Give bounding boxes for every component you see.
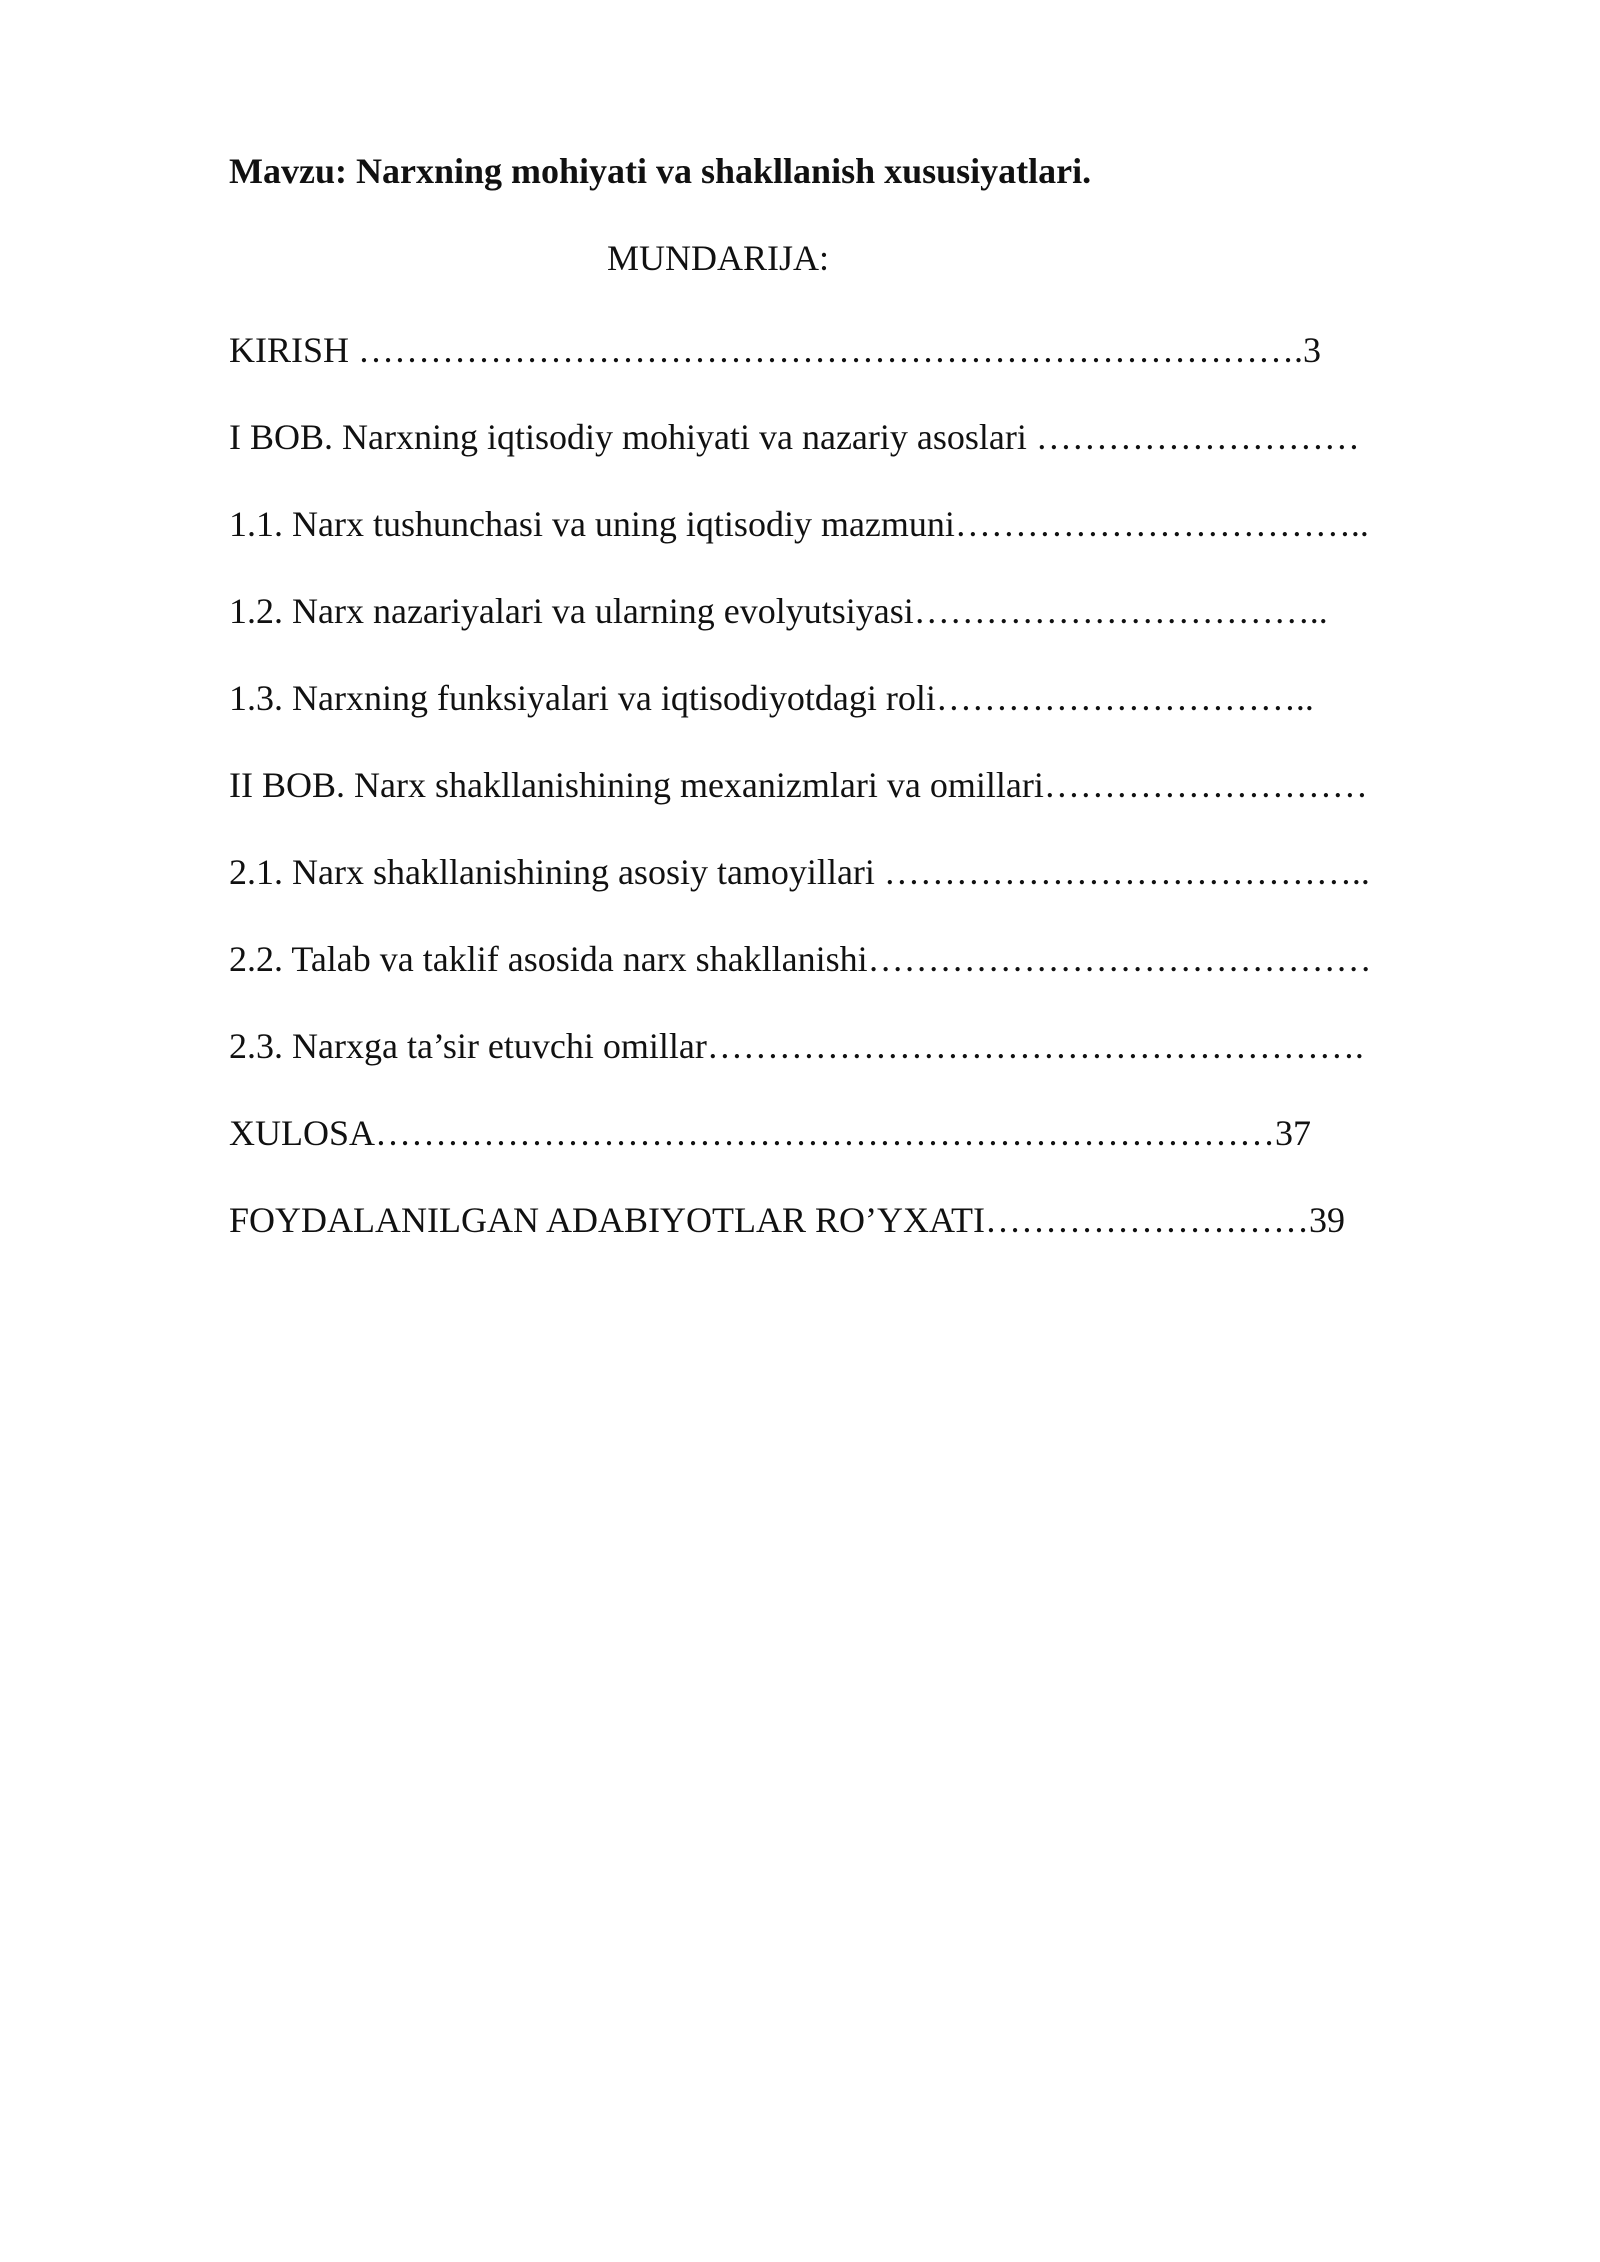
toc-entry-section-2-1: 2.1. Narx shakllanishining asosiy tamoyillari ………………………………….. xyxy=(229,852,1370,892)
toc-entry-xulosa: XULOSA…………………………………………………………………37 xyxy=(229,1113,1312,1153)
toc-entry-references: FOYDALANILGAN ADABIYOTLAR RO’YXATI………………………39 xyxy=(229,1200,1345,1240)
toc-entry-section-2-3: 2.3. Narxga ta’sir etuvchi omillar………………………………………………. xyxy=(229,1026,1364,1066)
toc-entry-section-1-1: 1.1. Narx tushunchasi va uning iqtisodiy mazmuni…………………………….. xyxy=(229,504,1369,544)
toc-entry-kirish: KIRISH …………………………………………………………………….3 xyxy=(229,330,1322,370)
toc-entry-section-1-2: 1.2. Narx nazariyalari va ularning evolyutsiyasi…………………………….. xyxy=(229,591,1328,631)
toc-entry-chapter-1: I BOB. Narxning iqtisodiy mohiyati va nazariy asoslari ……………………… xyxy=(229,417,1360,457)
toc-heading: MUNDARIJA: xyxy=(607,238,830,278)
document-title: Mavzu: Narxning mohiyati va shakllanish xususiyatlari. xyxy=(229,151,1092,191)
toc-entry-section-2-2: 2.2. Talab va taklif asosida narx shakllanishi…………………………………… xyxy=(229,939,1372,979)
toc-entry-chapter-2: II BOB. Narx shakllanishining mexanizmlari va omillari……………………… xyxy=(229,765,1368,805)
toc-entry-section-1-3: 1.3. Narxning funksiyalari va iqtisodiyotdagi roli………………………….. xyxy=(229,678,1314,718)
table-of-contents xyxy=(229,324,1479,1281)
